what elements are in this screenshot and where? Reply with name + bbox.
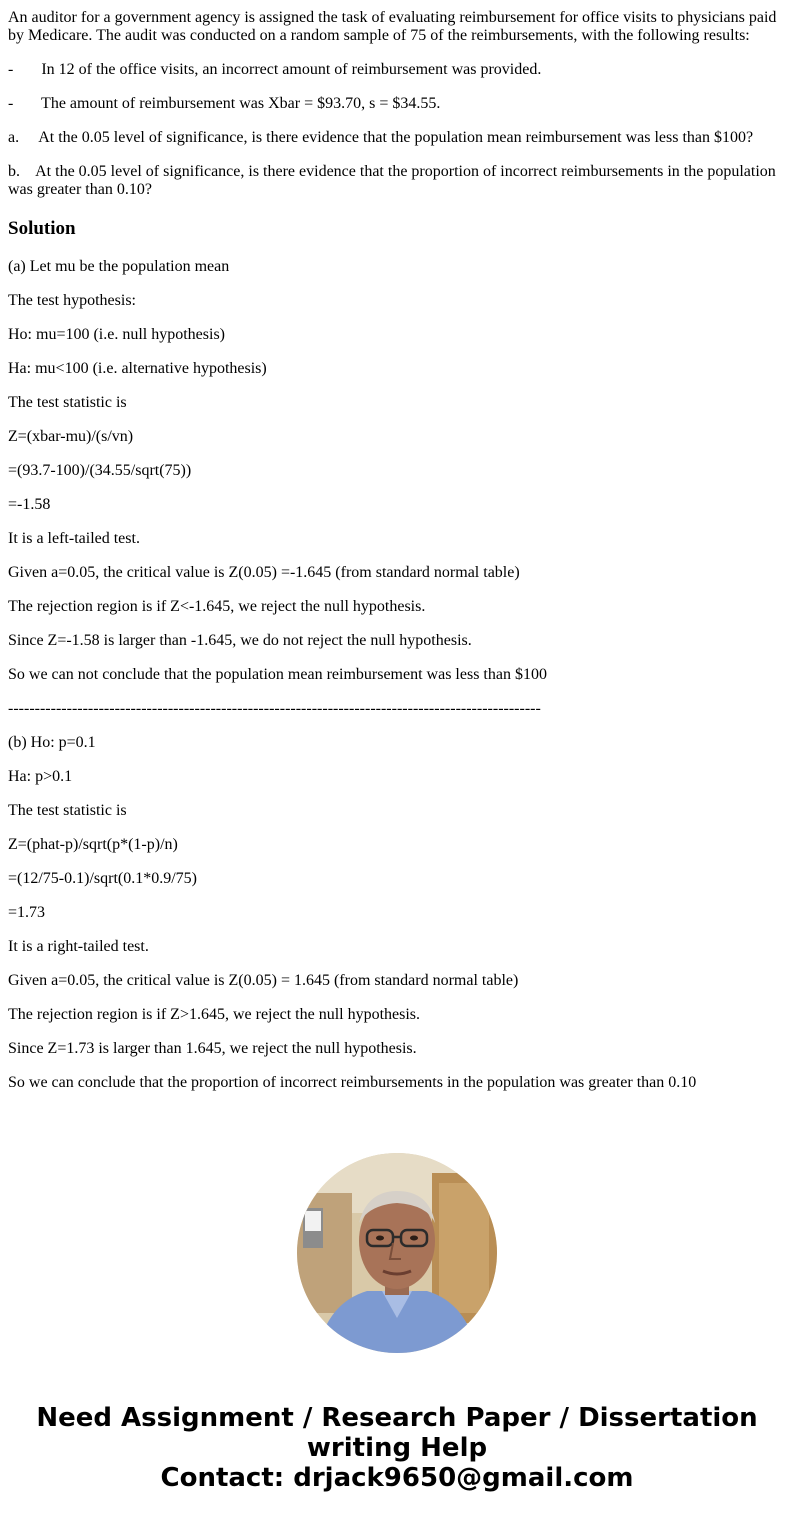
- solution-line: The rejection region is if Z>1.645, we reject the null hypothesis.: [8, 1006, 421, 1023]
- author-portrait-image: [297, 1153, 497, 1353]
- promo-line: Need Assignment / Research Paper / Dissertation: [36, 1403, 758, 1433]
- section-divider: ----------------------------------------------------------------------------------------------------: [8, 700, 541, 717]
- solution-line: The test statistic is: [8, 394, 127, 411]
- solution-line: So we can conclude that the proportion of incorrect reimbursements in the population was greater than 0.10: [8, 1074, 697, 1091]
- solution-heading: Solution: [8, 218, 76, 239]
- solution-line: So we can not conclude that the population mean reimbursement was less than $100: [8, 666, 547, 683]
- question-part-b: b. At the 0.05 level of significance, is there evidence that the proportion of incorrect reimbursements in the population was greater than 0.10?: [8, 163, 780, 198]
- solution-line: Z=(phat-p)/sqrt(p*(1-p)/n): [8, 836, 178, 853]
- document-body: [8, 9, 786, 1108]
- solution-line: Since Z=-1.58 is larger than -1.645, we do not reject the null hypothesis.: [8, 632, 472, 649]
- solution-line: It is a left-tailed test.: [8, 530, 140, 547]
- solution-line: Ha: p>0.1: [8, 768, 73, 785]
- question-bullet-incorrect: - In 12 of the office visits, an incorrect amount of reimbursement was provided.: [8, 61, 542, 78]
- solution-line: Given a=0.05, the critical value is Z(0.05) = 1.645 (from standard normal table): [8, 972, 519, 989]
- promo-footer: [0, 1403, 794, 1493]
- solution-line: Since Z=1.73 is larger than 1.645, we reject the null hypothesis.: [8, 1040, 417, 1057]
- question-intro: An auditor for a government agency is assigned the task of evaluating reimbursement for office visits to physicians paid by Medicare. The audit was conducted on a random sample of 75 of the reimbursements, with the following results:: [8, 9, 777, 44]
- question-part-a: a. At the 0.05 level of significance, is there evidence that the population mean reimbursement was less than $100?: [8, 129, 754, 146]
- solution-line: =(12/75-0.1)/sqrt(0.1*0.9/75): [8, 870, 197, 887]
- solution-line: =1.73: [8, 904, 46, 921]
- question-bullet-amount: - The amount of reimbursement was Xbar = $93.70, s = $34.55.: [8, 95, 441, 112]
- solution-line: (b) Ho: p=0.1: [8, 734, 96, 751]
- solution-line: Given a=0.05, the critical value is Z(0.05) =-1.645 (from standard normal table): [8, 564, 520, 581]
- solution-line: The test statistic is: [8, 802, 127, 819]
- solution-line: Z=(xbar-mu)/(s/vn): [8, 428, 134, 445]
- solution-line: The rejection region is if Z<-1.645, we reject the null hypothesis.: [8, 598, 426, 615]
- solution-line: =(93.7-100)/(34.55/sqrt(75)): [8, 462, 192, 479]
- contact-email: Contact: drjack9650@gmail.com: [160, 1463, 634, 1493]
- solution-line: The test hypothesis:: [8, 292, 136, 309]
- solution-line: Ha: mu<100 (i.e. alternative hypothesis): [8, 360, 267, 377]
- author-avatar: [297, 1153, 497, 1353]
- solution-line: It is a right-tailed test.: [8, 938, 149, 955]
- solution-line: Ho: mu=100 (i.e. null hypothesis): [8, 326, 226, 343]
- solution-lines: [8, 258, 786, 1092]
- solution-line: =-1.58: [8, 496, 51, 513]
- promo-line: writing Help: [306, 1433, 488, 1463]
- solution-line: (a) Let mu be the population mean: [8, 258, 230, 275]
